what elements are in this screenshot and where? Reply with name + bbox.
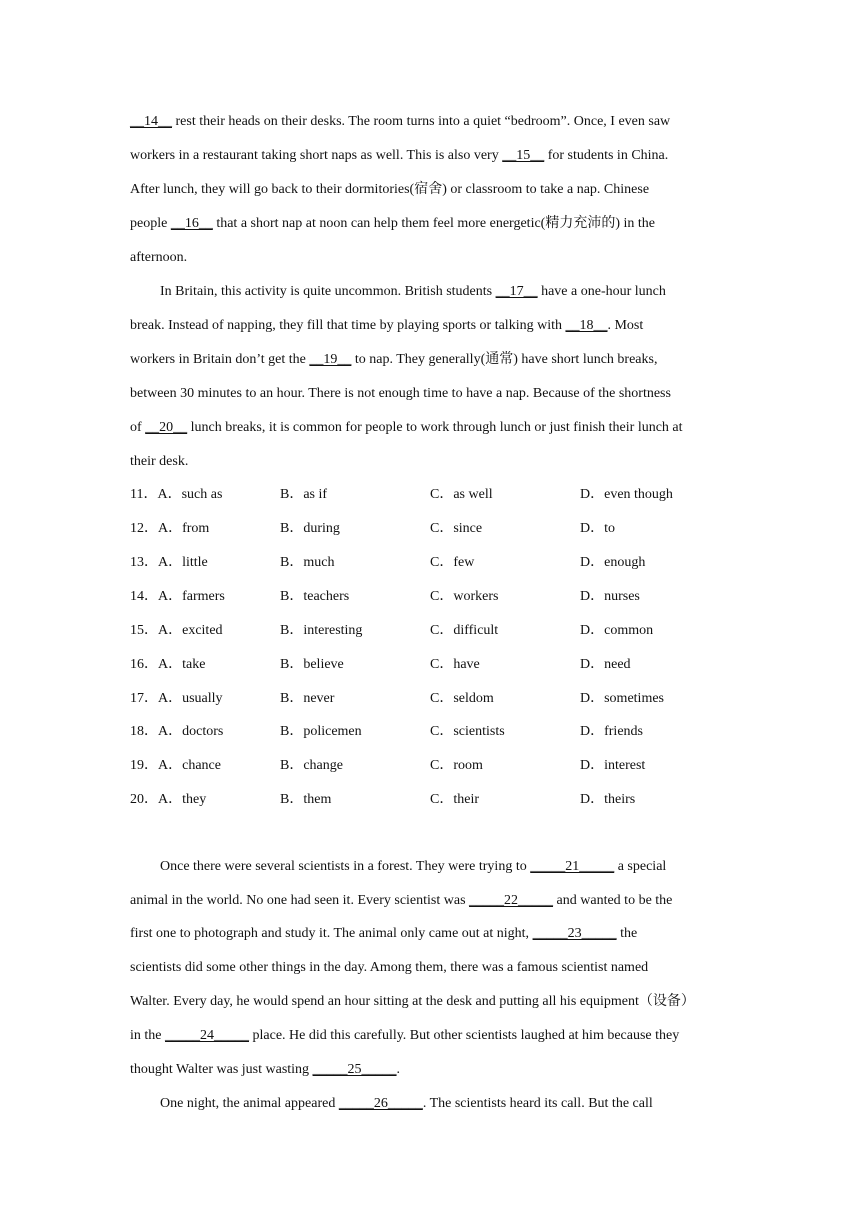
text-line [130, 1026, 679, 1046]
blank-20[interactable]: __20__ [145, 420, 188, 435]
text-line: After lunch, they will go back to their dormitories(宿舍) or classroom to take a nap. Chinese [130, 182, 650, 197]
blank-24[interactable]: _____24_____ [165, 1028, 249, 1043]
option-b[interactable]: B．during [280, 521, 340, 536]
option-c[interactable]: C．seldom [430, 691, 494, 706]
blank-16[interactable]: __16__ [170, 216, 213, 231]
option-a[interactable]: 20．A．they [130, 792, 207, 807]
text-line [130, 316, 643, 336]
blank-18[interactable]: __18__ [565, 318, 608, 333]
text-line [130, 924, 637, 944]
text-line [130, 350, 657, 370]
question-row [130, 722, 750, 742]
blank-26[interactable]: _____26_____ [338, 1096, 423, 1111]
option-a[interactable]: 15．A．excited [130, 623, 223, 638]
text-line [130, 891, 672, 911]
option-d[interactable]: D．common [580, 623, 654, 638]
option-b[interactable]: B．teachers [280, 589, 350, 604]
option-c[interactable]: C．as well [430, 487, 493, 502]
text-line: afternoon. [130, 250, 188, 265]
text: Once there were several scientists in a forest. They were trying to [160, 859, 531, 874]
option-d[interactable]: D．enough [580, 555, 646, 570]
text-line [160, 1094, 653, 1114]
blank-19[interactable]: __19__ [309, 352, 352, 367]
option-c[interactable]: C．few [430, 555, 475, 570]
option-b[interactable]: B．policemen [280, 724, 362, 739]
option-c[interactable]: C．room [430, 758, 483, 773]
option-c[interactable]: C．scientists [430, 724, 505, 739]
option-c[interactable]: C．have [430, 657, 480, 672]
option-d[interactable]: D．friends [580, 724, 643, 739]
text: . [396, 1062, 401, 1077]
question-row [130, 587, 750, 607]
option-b[interactable]: B．much [280, 555, 335, 570]
text: that a short nap at noon can help them feel more energetic(精力充沛的) in the [212, 216, 655, 231]
option-d[interactable]: D．interest [580, 758, 646, 773]
question-row [130, 756, 750, 776]
text-line [130, 146, 668, 166]
question-row [130, 485, 750, 505]
blank-17[interactable]: __17__ [495, 284, 538, 299]
text: lunch breaks, it is common for people to work through lunch or just finish their lunch at [187, 420, 683, 435]
blank-25[interactable]: _____25_____ [312, 1062, 397, 1077]
text: and wanted to be the [553, 893, 673, 908]
blank-15[interactable]: __15__ [502, 148, 545, 163]
text: people [130, 216, 171, 231]
option-a[interactable]: 11．A．such as [130, 487, 223, 502]
option-b[interactable]: B．change [280, 758, 343, 773]
text: In Britain, this activity is quite uncommon. British students [160, 284, 496, 299]
text-line: scientists did some other things in the day. Among them, there was a famous scientist named [130, 960, 649, 975]
text: One night, the animal appeared [160, 1096, 339, 1111]
text: to nap. They generally(通常) have short lunch breaks, [351, 352, 658, 367]
option-b[interactable]: B．them [280, 792, 332, 807]
option-d[interactable]: D．need [580, 657, 631, 672]
option-c[interactable]: C．their [430, 792, 479, 807]
question-row [130, 655, 750, 675]
blank-21[interactable]: _____21_____ [530, 859, 615, 874]
option-a[interactable]: 17．A．usually [130, 691, 223, 706]
option-d[interactable]: D．to [580, 521, 615, 536]
question-row [130, 553, 750, 573]
text-line: between 30 minutes to an hour. There is not enough time to have a nap. Because of the shortness [130, 386, 671, 401]
text-line [130, 418, 683, 438]
blank-22[interactable]: _____22_____ [469, 893, 554, 908]
text: workers in Britain don’t get the [130, 352, 310, 367]
blank-23[interactable]: _____23_____ [532, 926, 617, 941]
text-line [130, 112, 670, 132]
option-d[interactable]: D．even though [580, 487, 673, 502]
option-b[interactable]: B．never [280, 691, 335, 706]
text-line [160, 282, 666, 302]
text: for students in China. [544, 148, 669, 163]
option-d[interactable]: D．theirs [580, 792, 636, 807]
question-row [130, 519, 750, 539]
text: place. He did this carefully. But other scientists laughed at him because they [249, 1028, 680, 1043]
text: rest their heads on their desks. The room turns into a quiet “bedroom”. Once, I even saw [172, 114, 671, 129]
text-line: Walter. Every day, he would spend an hour sitting at the desk and putting all his equipment（设备） [130, 994, 695, 1009]
question-row [130, 790, 750, 810]
option-c[interactable]: C．workers [430, 589, 499, 604]
question-row [130, 621, 750, 641]
text: workers in a restaurant taking short naps as well. This is also very [130, 148, 503, 163]
text: a special [614, 859, 667, 874]
text: have a one-hour lunch [537, 284, 666, 299]
text: of [130, 420, 146, 435]
option-b[interactable]: B．interesting [280, 623, 363, 638]
option-a[interactable]: 12．A．from [130, 521, 210, 536]
option-a[interactable]: 13．A．little [130, 555, 208, 570]
text-line [130, 214, 655, 234]
question-row [130, 689, 750, 709]
text: break. Instead of napping, they fill that time by playing sports or talking with [130, 318, 566, 333]
text: . Most [607, 318, 644, 333]
text-line [160, 857, 666, 877]
text-line [130, 1060, 400, 1080]
text: the [616, 926, 638, 941]
option-a[interactable]: 14．A．farmers [130, 589, 225, 604]
text-line: their desk. [130, 454, 189, 469]
option-a[interactable]: 19．A．chance [130, 758, 221, 773]
text: animal in the world. No one had seen it. Every scientist was [130, 893, 470, 908]
text: . The scientists heard its call. But the call [422, 1096, 653, 1111]
text: in the [130, 1028, 165, 1043]
text: first one to photograph and study it. The animal only came out at night, [130, 926, 533, 941]
text: thought Walter was just wasting [130, 1062, 313, 1077]
option-a[interactable]: 18．A．doctors [130, 724, 224, 739]
blank-14[interactable]: __14__ [130, 114, 172, 129]
option-d[interactable]: D．nurses [580, 589, 640, 604]
option-b[interactable]: B．believe [280, 657, 344, 672]
option-c[interactable]: C．since [430, 521, 483, 536]
option-d[interactable]: D．sometimes [580, 691, 664, 706]
option-b[interactable]: B．as if [280, 487, 328, 502]
option-c[interactable]: C．difficult [430, 623, 499, 638]
option-a[interactable]: 16．A．take [130, 657, 206, 672]
